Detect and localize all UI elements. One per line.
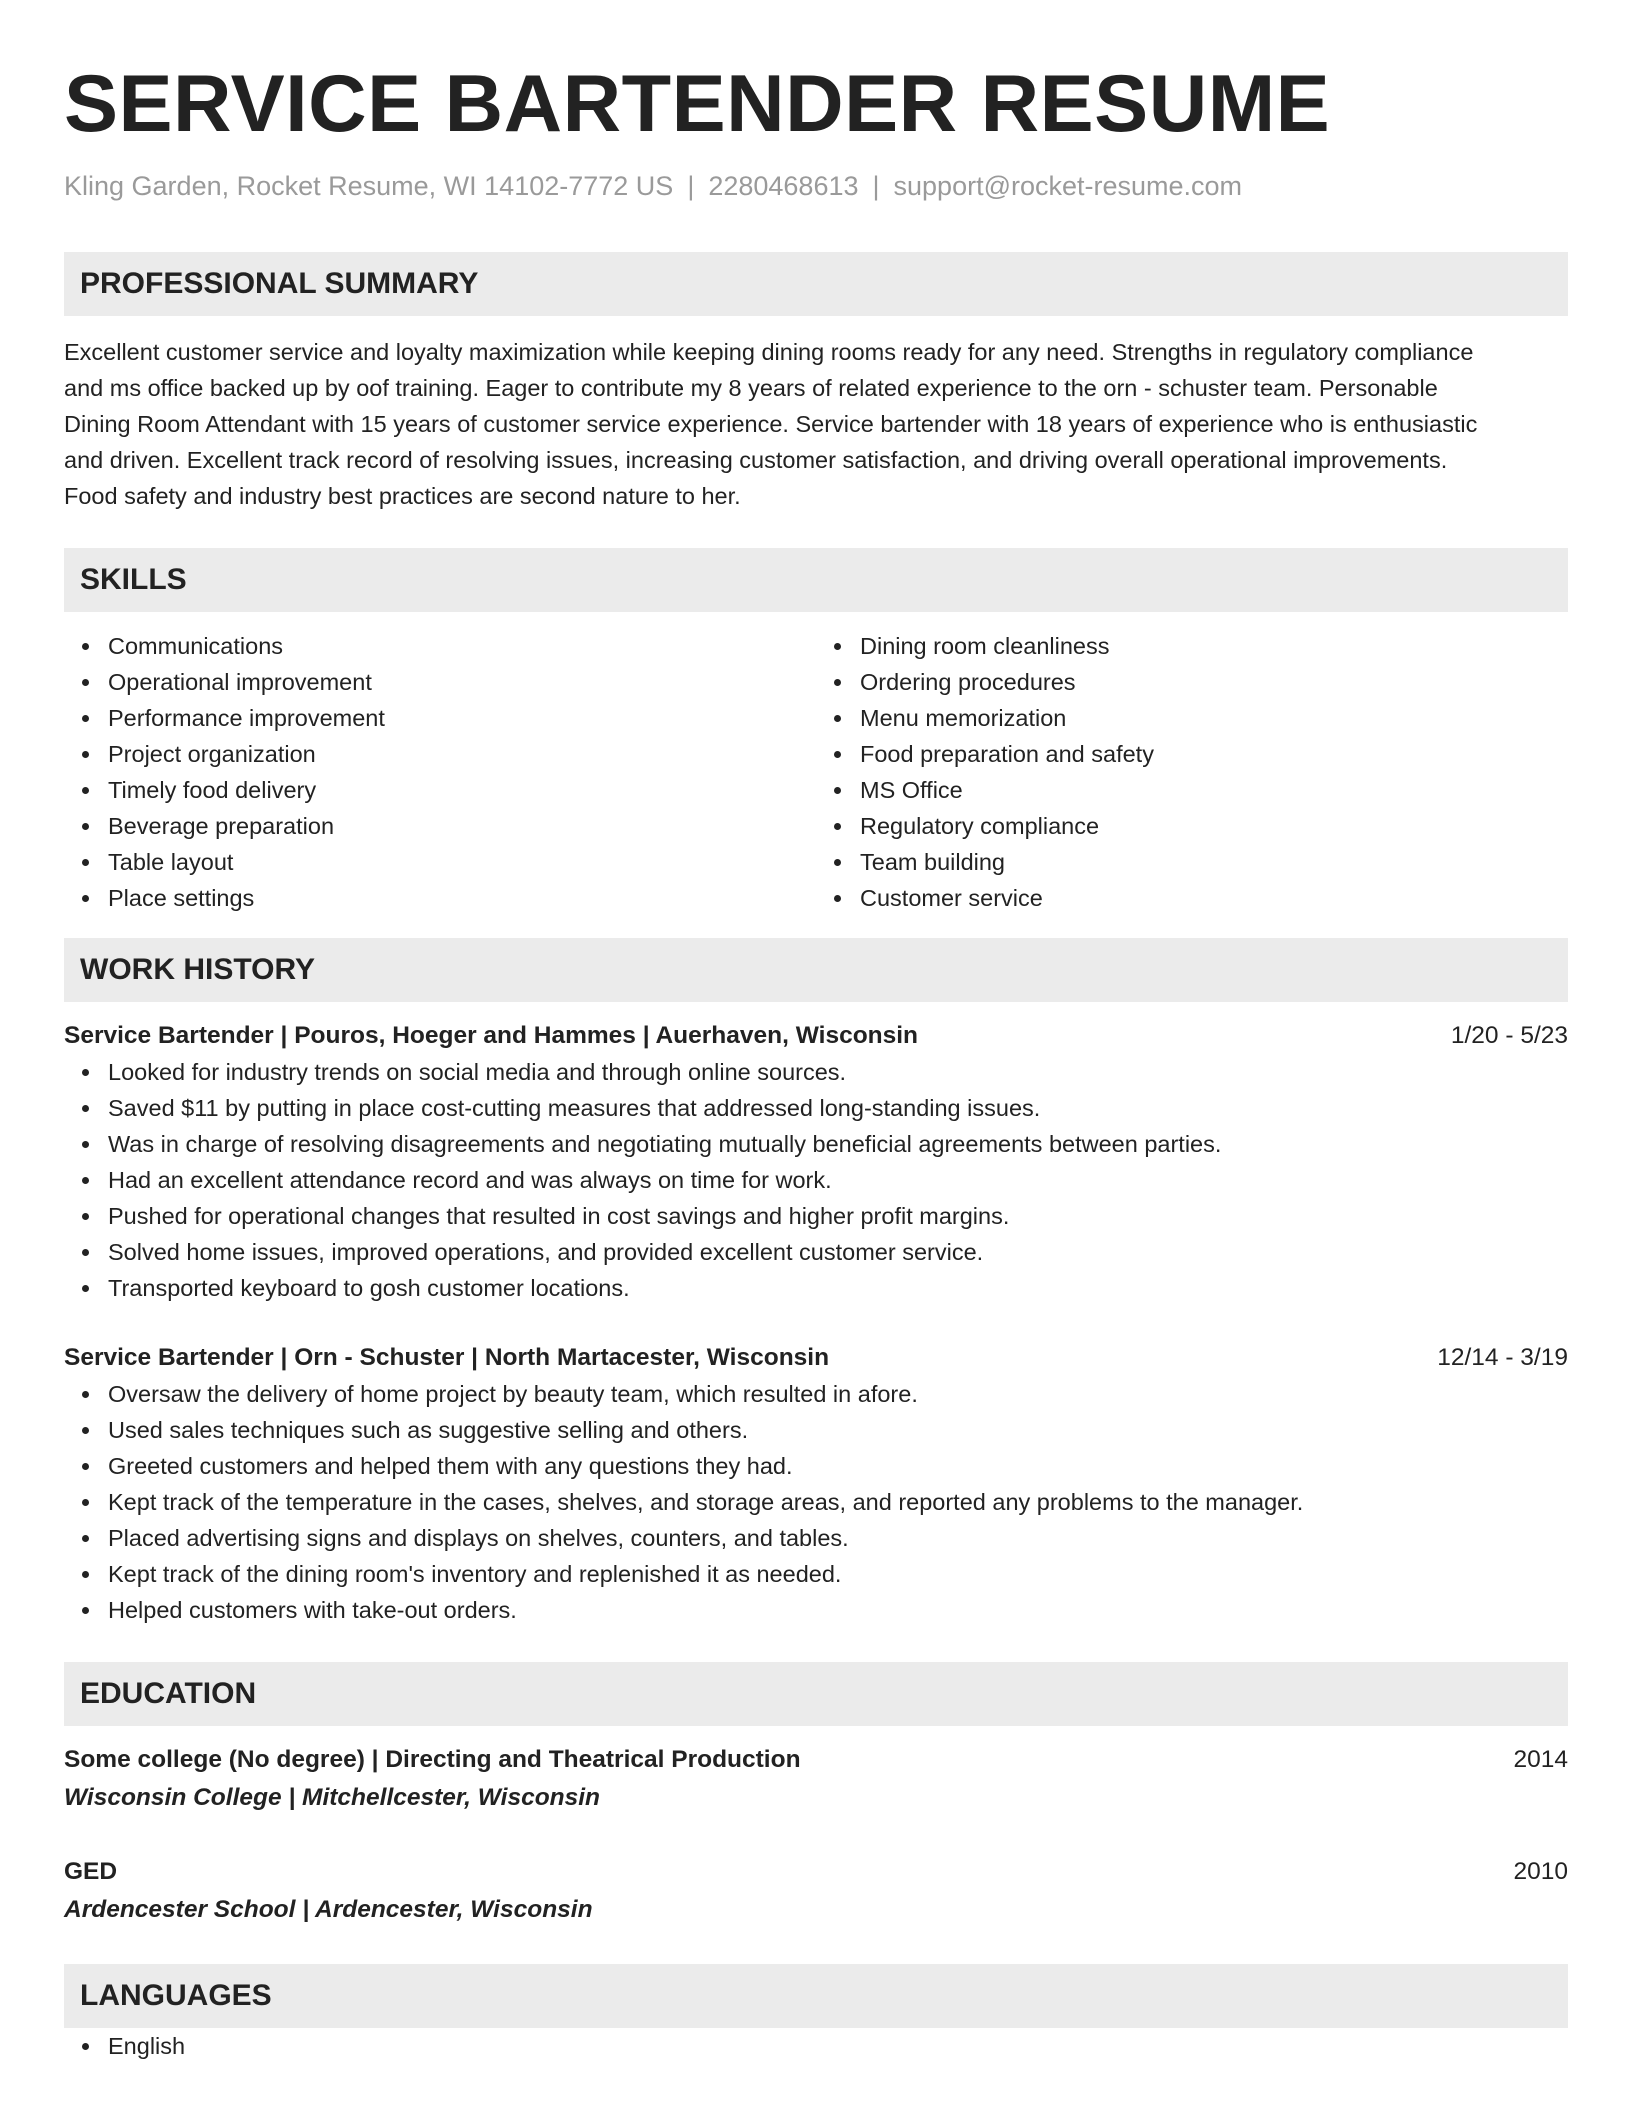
skill-item: Customer service	[860, 880, 1568, 916]
job-duties-list	[64, 1376, 1568, 1628]
work-history-section-header: WORK HISTORY	[64, 938, 1568, 1002]
job-duty-item: Transported keyboard to gosh customer locations.	[108, 1270, 1568, 1306]
job-heading-row	[64, 1018, 1568, 1054]
job-title: Service Bartender | Pouros, Hoeger and Hammes | Auerhaven, Wisconsin	[64, 1022, 919, 1049]
job-duty-item: Oversaw the delivery of home project by beauty team, which resulted in afore.	[108, 1376, 1568, 1412]
languages-section-header: LANGUAGES	[64, 1964, 1568, 2028]
skill-item: MS Office	[860, 772, 1568, 808]
summary-line: Excellent customer service and loyalty maximization while keeping dining rooms ready for any need. Strengths in regulatory compliance	[64, 339, 1474, 365]
contact-line	[64, 168, 1568, 204]
skill-item: Regulatory compliance	[860, 808, 1568, 844]
contact-separator: |	[687, 171, 695, 201]
resume-title: SERVICE BARTENDER RESUME	[64, 59, 1331, 149]
job-duty-item: Helped customers with take-out orders.	[108, 1592, 1568, 1628]
education-heading-row	[64, 1854, 1568, 1890]
job-duty-item: Used sales techniques such as suggestive selling and others.	[108, 1412, 1568, 1448]
skill-item: Beverage preparation	[108, 808, 816, 844]
contact-separator: |	[872, 171, 880, 201]
education-degree: Some college (No degree) | Directing and Theatrical Production	[64, 1746, 801, 1773]
skills-grid	[64, 628, 1568, 916]
job-duty-item: Looked for industry trends on social media and through online sources.	[108, 1054, 1568, 1090]
summary-line: Food safety and industry best practices are second nature to her.	[64, 483, 741, 509]
summary-section-header: PROFESSIONAL SUMMARY	[64, 252, 1568, 316]
skill-item: Food preparation and safety	[860, 736, 1568, 772]
education-degree: GED	[64, 1858, 118, 1885]
job-duty-item: Was in charge of resolving disagreements and negotiating mutually beneficial agreements between parties.	[108, 1126, 1568, 1162]
summary-line: and ms office backed up by oof training. Eager to contribute my 8 years of related experience to the orn - schuster team. Personable	[64, 375, 1438, 401]
skills-right-column	[816, 628, 1568, 916]
job-duty-item: Had an excellent attendance record and was always on time for work.	[108, 1162, 1568, 1198]
skill-item: Table layout	[108, 844, 816, 880]
skill-item: Operational improvement	[108, 664, 816, 700]
job-title: Service Bartender | Orn - Schuster | North Martacester, Wisconsin	[64, 1344, 830, 1371]
skill-item: Communications	[108, 628, 816, 664]
skill-item: Performance improvement	[108, 700, 816, 736]
summary-line: Dining Room Attendant with 15 years of customer service experience. Service bartender with 18 years of experience who is enthusiastic	[64, 411, 1478, 437]
language-item: English	[108, 2028, 1568, 2064]
skill-item: Dining room cleanliness	[860, 628, 1568, 664]
education-section-header: EDUCATION	[64, 1662, 1568, 1726]
skill-item: Menu memorization	[860, 700, 1568, 736]
skill-item: Team building	[860, 844, 1568, 880]
job-duty-item: Kept track of the dining room's inventory and replenished it as needed.	[108, 1556, 1568, 1592]
skills-left-column	[64, 628, 816, 916]
contact-phone: 2280468613	[708, 171, 859, 201]
summary-text	[64, 334, 1568, 514]
languages-list	[64, 2028, 1568, 2064]
job-duty-item: Greeted customers and helped them with any questions they had.	[108, 1448, 1568, 1484]
job-duty-item: Placed advertising signs and displays on shelves, counters, and tables.	[108, 1520, 1568, 1556]
education-year: 2010	[1513, 1858, 1568, 1885]
education-heading-row	[64, 1742, 1568, 1778]
contact-email[interactable]: support@rocket-resume.com	[893, 171, 1243, 201]
job-duty-item: Kept track of the temperature in the cases, shelves, and storage areas, and reported any problems to the manager.	[108, 1484, 1568, 1520]
skill-item: Timely food delivery	[108, 772, 816, 808]
education-school: Wisconsin College | Mitchellcester, Wisconsin	[64, 1784, 601, 1811]
skill-item: Project organization	[108, 736, 816, 772]
job-dates: 1/20 - 5/23	[1450, 1022, 1568, 1049]
job-dates: 12/14 - 3/19	[1437, 1344, 1568, 1371]
summary-line: and driven. Excellent track record of resolving issues, increasing customer satisfaction, and driving overall operational improvements.	[64, 447, 1448, 473]
job-heading-row	[64, 1340, 1568, 1376]
education-year: 2014	[1513, 1746, 1568, 1773]
job-duty-item: Pushed for operational changes that resulted in cost savings and higher profit margins.	[108, 1198, 1568, 1234]
contact-address: Kling Garden, Rocket Resume, WI 14102-7772 US	[64, 171, 674, 201]
job-duties-list	[64, 1054, 1568, 1306]
skills-section-header: SKILLS	[64, 548, 1568, 612]
job-duty-item: Saved $11 by putting in place cost-cutting measures that addressed long-standing issues.	[108, 1090, 1568, 1126]
education-school: Ardencester School | Ardencester, Wisconsin	[64, 1896, 593, 1923]
skill-item: Ordering procedures	[860, 664, 1568, 700]
job-duty-item: Solved home issues, improved operations, and provided excellent customer service.	[108, 1234, 1568, 1270]
skill-item: Place settings	[108, 880, 816, 916]
